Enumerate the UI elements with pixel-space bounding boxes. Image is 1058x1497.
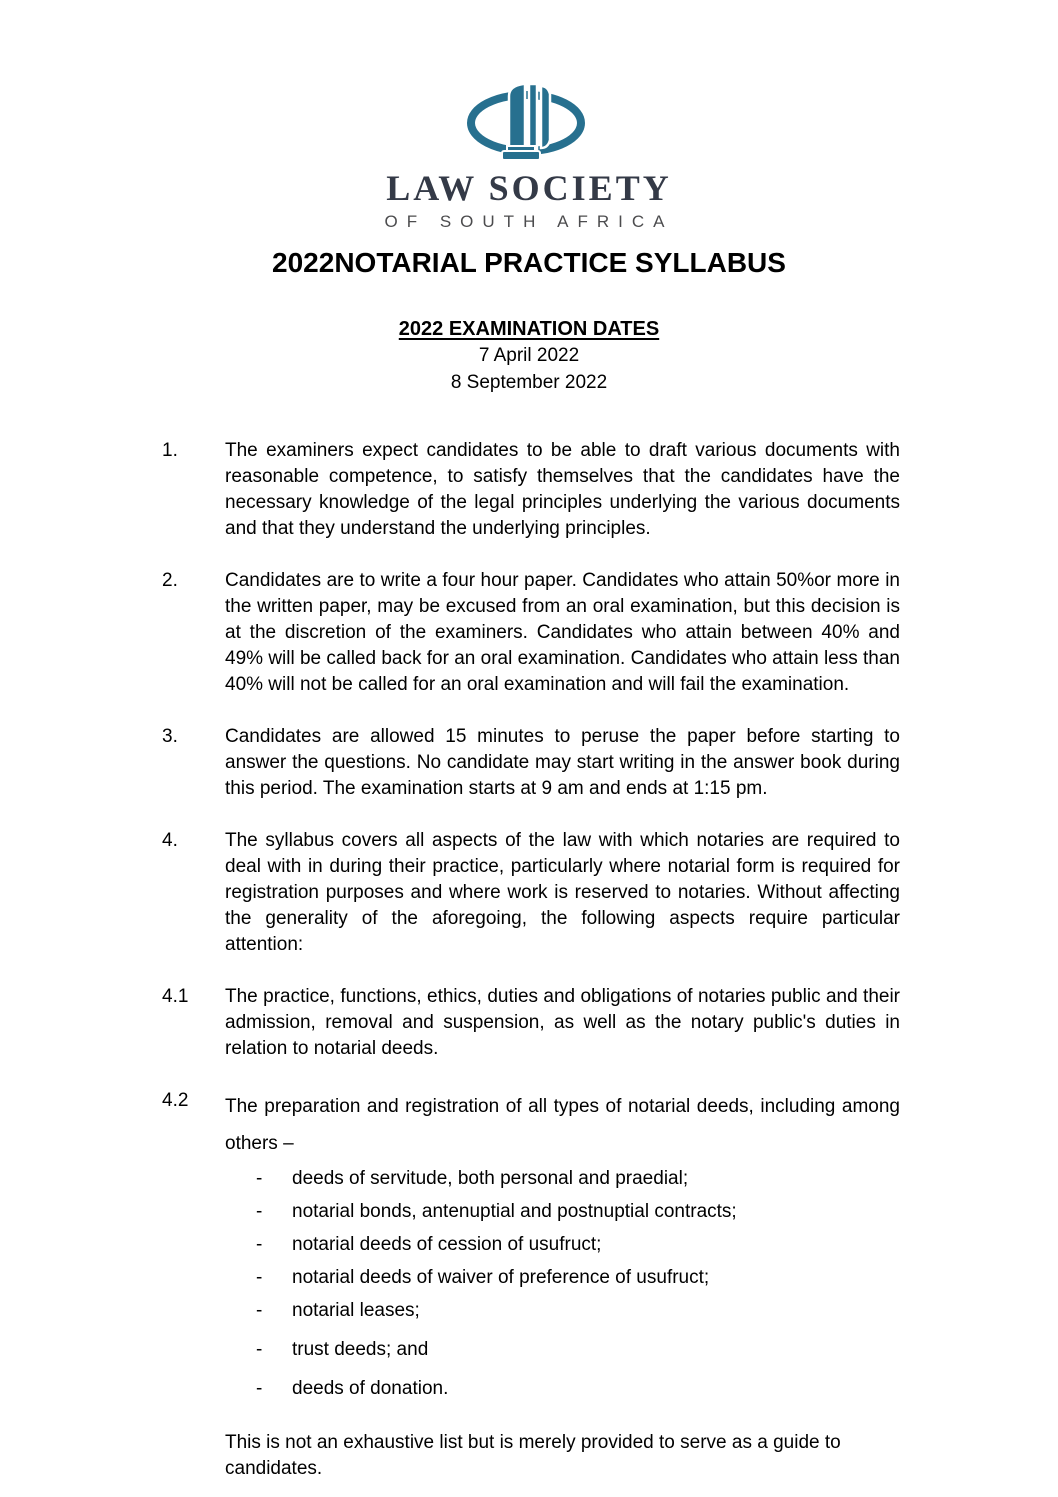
dash-bullet: - (256, 1201, 263, 1222)
logo (0, 0, 1058, 232)
paragraph-number: 2. (162, 570, 178, 591)
dash-bullet: - (256, 1234, 263, 1255)
logo-title: LAW SOCIETY (386, 168, 672, 208)
list-item-text: deeds of donation. (292, 1378, 449, 1399)
paragraph-4 (162, 828, 900, 958)
list-item (256, 1298, 900, 1324)
dash-bullet: - (256, 1267, 263, 1288)
paragraph-number: 4.1 (162, 986, 189, 1007)
paragraph-number: 3. (162, 726, 178, 747)
exam-date-april: 7 April 2022 (478, 345, 580, 366)
exam-date-september: 8 September 2022 (450, 372, 608, 393)
paragraph-text: The examiners expect candidates to be able to draft various documents with reasonable competence, to satisfy themselves that the candidates have the necessary knowledge of the legal principles underlying the various documents and that they understand the underlying principles. (225, 440, 900, 539)
paragraph-text: The syllabus covers all aspects of the law with which notaries are required to deal with in during their practice, particularly where notarial form is required for registration purposes and where work is reserved to notaries. Without affecting the generality of the aforegoing, the following aspects require particular attention: (225, 830, 900, 955)
list-item (256, 1166, 900, 1192)
paragraph-number: 1. (162, 440, 178, 461)
dash-bullet: - (256, 1378, 263, 1399)
paragraph-number: 4. (162, 830, 178, 851)
list-item-text: notarial bonds, antenuptial and postnuptial contracts; (292, 1201, 737, 1222)
logo-subtitle: OF SOUTH AFRICA (384, 212, 674, 231)
list-item (256, 1199, 900, 1225)
dash-bullet: - (256, 1339, 263, 1360)
paragraph-4-1 (162, 984, 900, 1062)
paragraph-number: 4.2 (162, 1090, 189, 1111)
list-item-text: notarial deeds of waiver of preference of usufruct; (292, 1267, 710, 1288)
law-society-pillar-icon (466, 82, 592, 162)
list-item (256, 1232, 900, 1258)
paragraph-3 (162, 724, 900, 802)
paragraph-text: Candidates are to write a four hour paper. Candidates who attain 50%or more in the written paper, may be excused from an oral examination, but this decision is at the discretion of the examiners. Candidates who attain between 40% and 49% will be called back for an oral examination. Candidates who attain less than 40% will not be called for an oral examination and will fail the examination. (225, 570, 900, 695)
list-item (256, 1265, 900, 1291)
list-item-text: deeds of servitude, both personal and praedial; (292, 1168, 689, 1189)
paragraph-text: The preparation and registration of all types of notarial deeds, including among others – (225, 1096, 900, 1154)
paragraph-text: The practice, functions, ethics, duties and obligations of notaries public and their admission, removal and suspension, as well as the notary public's duties in relation to notarial deeds. (225, 986, 900, 1059)
list-item-text: notarial deeds of cession of usufruct; (292, 1234, 602, 1255)
notarial-deeds-list (256, 1166, 900, 1402)
dash-bullet: - (256, 1168, 263, 1189)
page-title: 2022NOTARIAL PRACTICE SYLLABUS (272, 247, 786, 278)
closing-paragraph: This is not an exhaustive list but is merely provided to serve as a guide to candidates. (225, 1432, 841, 1479)
dash-bullet: - (256, 1300, 263, 1321)
paragraph-1 (162, 438, 900, 542)
paragraph-4-2 (162, 1088, 900, 1162)
list-item-text: notarial leases; (292, 1300, 420, 1321)
document-body (162, 438, 900, 1482)
exam-dates-heading: 2022 EXAMINATION DATES (398, 318, 660, 340)
list-item (256, 1376, 900, 1402)
list-item-text: trust deeds; and (292, 1339, 429, 1360)
paragraph-2 (162, 568, 900, 698)
exam-dates-section (0, 316, 1058, 396)
paragraph-text: Candidates are allowed 15 minutes to peruse the paper before starting to answer the questions. No candidate may start writing in the answer book during this period. The examination starts at 9 am and ends at 1:15 pm. (225, 726, 900, 799)
list-item (256, 1337, 900, 1363)
